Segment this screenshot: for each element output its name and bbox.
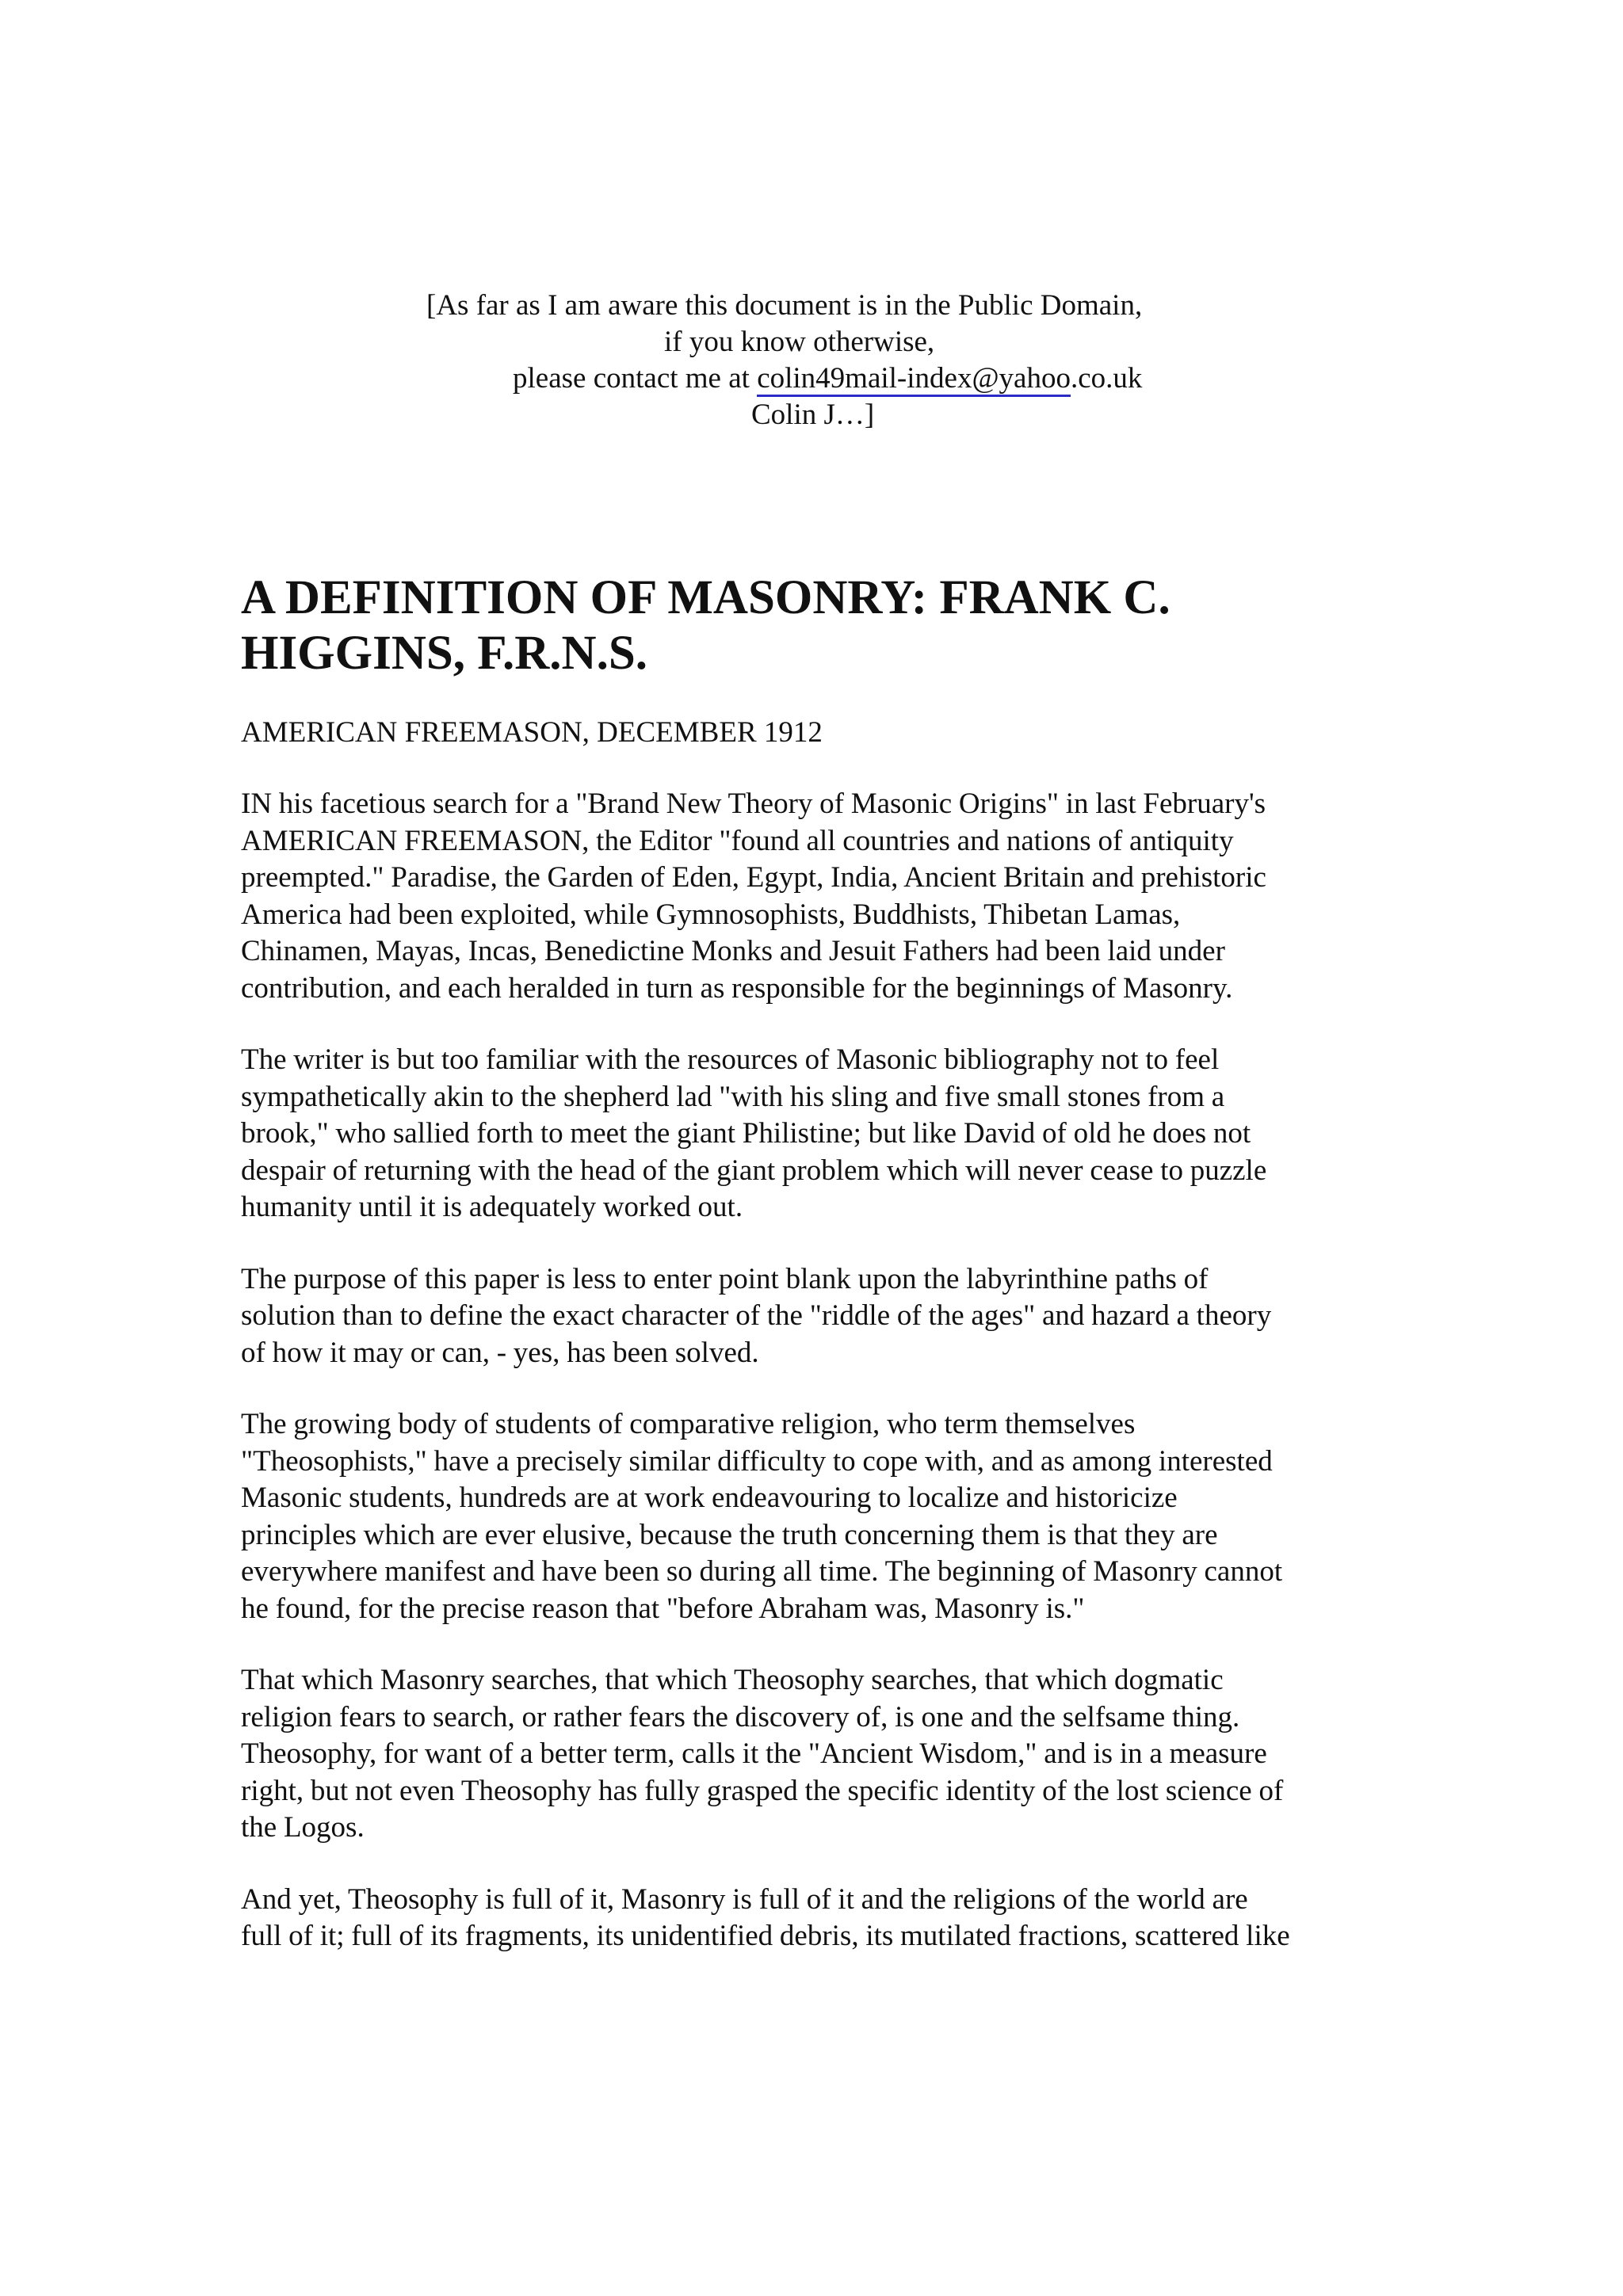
paragraph-line: Theosophy, for want of a better term, calls it the "Ancient Wisdom," and is in a measure — [241, 1737, 1267, 1770]
paragraph-3 — [241, 1261, 1406, 1372]
paragraph-line: humanity until it is adequately worked out. — [241, 1191, 743, 1223]
paragraph-line: despair of returning with the head of the giant problem which will never cease to puzzle — [241, 1154, 1267, 1187]
paragraph-line: religion fears to search, or rather fears the discovery of, is one and the selfsame thing. — [241, 1700, 1240, 1733]
article-source: AMERICAN FREEMASON, DECEMBER 1912 — [241, 716, 823, 749]
email-link[interactable]: colin49mail-index@yahoo — [757, 362, 1071, 397]
paragraph-line: full of it; full of its fragments, its unidentified debris, its mutilated fractions, scattered like — [241, 1920, 1290, 1952]
paragraph-line: contribution, and each heralded in turn as responsible for the beginnings of Masonry. — [241, 971, 1233, 1005]
paragraph-line: Masonic students, hundreds are at work endeavouring to localize and historicize — [241, 1482, 1178, 1514]
title-line-1: A DEFINITION OF MASONRY: FRANK C. — [241, 571, 1170, 624]
paragraph-line: of how it may or can, - yes, has been solved. — [241, 1336, 759, 1369]
paragraph-4 — [241, 1406, 1406, 1627]
paragraph-2 — [241, 1042, 1406, 1226]
paragraph-line: America had been exploited, while Gymnosophists, Buddhists, Thibetan Lamas, — [241, 898, 1181, 931]
paragraph-5 — [241, 1662, 1406, 1847]
paragraph-line: Chinamen, Mayas, Incas, Benedictine Monks and Jesuit Fathers had been laid under — [241, 935, 1225, 967]
paragraph-line: solution than to define the exact character of the "riddle of the ages" and hazard a theory — [241, 1299, 1272, 1332]
notice-line-2: if you know otherwise, — [664, 326, 935, 358]
paragraph-line: principles which are ever elusive, because the truth concerning them is that they are — [241, 1518, 1218, 1551]
notice-contact-prefix: please contact me at — [513, 362, 758, 395]
paragraph-line: he found, for the precise reason that "before Abraham was, Masonry is." — [241, 1592, 1085, 1625]
paragraph-line: That which Masonry searches, that which Theosophy searches, that which dogmatic — [241, 1664, 1224, 1696]
paragraph-line: sympathetically akin to the shepherd lad "with his sling and five small stones from a — [241, 1080, 1225, 1113]
paragraph-line: "Theosophists," have a precisely similar difficulty to cope with, and as among interested — [241, 1444, 1273, 1478]
paragraph-line: brook," who sallied forth to meet the giant Philistine; but like David of old he does not — [241, 1117, 1251, 1150]
paragraph-1 — [241, 786, 1406, 1007]
email-domain-suffix: .co.uk — [1070, 362, 1143, 395]
paragraph-line: AMERICAN FREEMASON, the Editor "found all countries and nations of antiquity — [241, 824, 1234, 857]
notice-signature: Colin J…] — [751, 399, 875, 431]
paragraph-line: IN his facetious search for a "Brand New Theory of Masonic Origins" in last February's — [241, 788, 1266, 820]
notice-line-1: [As far as I am aware this document is in the Public Domain, — [426, 289, 1143, 322]
paragraph-6 — [241, 1882, 1406, 1955]
paragraph-line: preempted." Paradise, the Garden of Eden, Egypt, India, Ancient Britain and prehistoric — [241, 861, 1266, 894]
paragraph-line: The growing body of students of comparative religion, who term themselves — [241, 1408, 1136, 1440]
paragraph-line: The writer is but too familiar with the resources of Masonic bibliography not to feel — [241, 1043, 1220, 1076]
paragraph-line: The purpose of this paper is less to enter point blank upon the labyrinthine paths of — [241, 1262, 1209, 1295]
notice-line-3 — [513, 360, 1142, 397]
paragraph-line: right, but not even Theosophy has fully grasped the specific identity of the lost science of — [241, 1774, 1284, 1807]
article-body — [241, 570, 1406, 1955]
paragraph-line: And yet, Theosophy is full of it, Masonry is full of it and the religions of the world are — [241, 1882, 1248, 1916]
paragraph-line: everywhere manifest and have been so during all time. The beginning of Masonry cannot — [241, 1555, 1283, 1588]
article-title — [241, 570, 1406, 681]
title-line-2: HIGGINS, F.R.N.S. — [241, 627, 647, 680]
paragraph-line: the Logos. — [241, 1811, 365, 1844]
